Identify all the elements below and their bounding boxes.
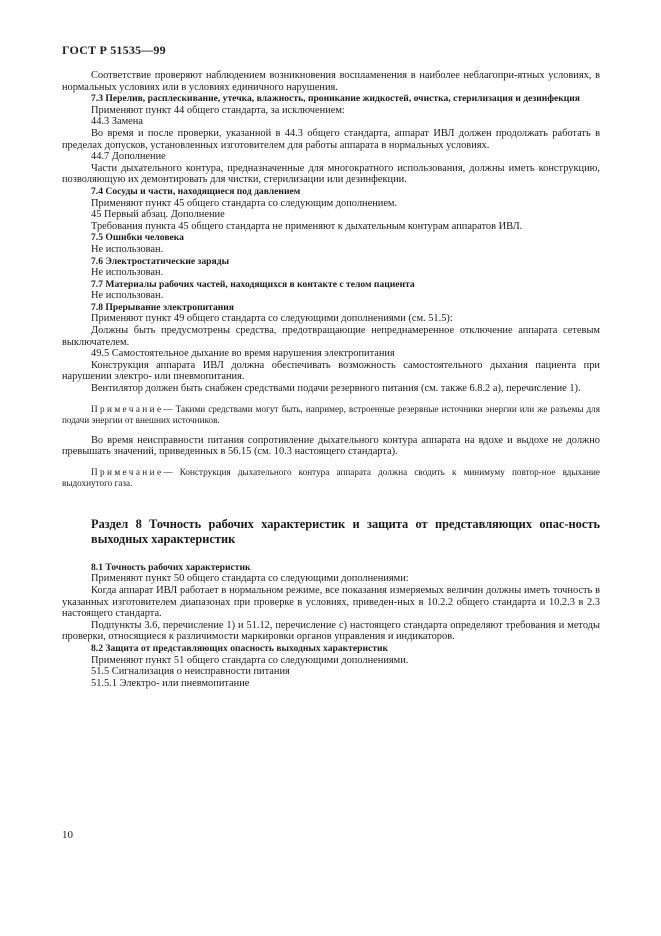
note xyxy=(62,404,600,426)
paragraph: Во время и после проверки, указанной в 44.3 общего стандарта, аппарат ИВЛ должен продолжать работать в пределах допусков, установленных изготовителем для работы аппарата в нормальных условиях. xyxy=(62,127,600,151)
subsection-heading-7-5: 7.5 Ошибки человека xyxy=(91,232,184,244)
note-label: Примечание xyxy=(91,466,164,477)
subsection-heading-7-7: 7.7 Материалы рабочих частей, находящихся в контакте с телом пациента xyxy=(91,278,415,290)
note-label: Примечание xyxy=(91,403,164,414)
paragraph: Должны быть предусмотрены средства, предотвращающие непреднамеренное отключение аппарата сетевым выключателем. xyxy=(62,325,600,348)
note-text: — Такими средствами могут быть, например, встроенные резервные источники энергии или же разъемы для подачи энергии от внешних источников. xyxy=(62,403,600,425)
subsection-heading-7-8: 7.8 Прерывание электропитания xyxy=(91,301,234,313)
document-header: ГОСТ Р 51535—99 xyxy=(62,43,166,57)
paragraph: Не использован. xyxy=(91,267,164,279)
clause-label: 44.3 Замена xyxy=(91,116,143,128)
paragraph: Применяют пункт 44 общего стандарта, за исключением: xyxy=(91,104,345,116)
subsection-heading-8-1: 8.1 Точность рабочих характеристик xyxy=(91,561,251,573)
subsection-heading-7-3: 7.3 Перелив, расплескивание, утечка, влажность, проникание жидкостей, очистка, стерилизация и дезинфекция xyxy=(91,93,580,105)
subsection-heading-7-6: 7.6 Электростатические заряды xyxy=(91,255,230,267)
subsection-heading-7-4: 7.4 Сосуды и части, находящиеся под давлением xyxy=(91,185,301,197)
clause-label: 51.5 Сигнализация о неисправности питания xyxy=(91,666,290,678)
page-number: 10 xyxy=(62,829,73,841)
paragraph: Применяют пункт 51 общего стандарта со следующими дополнениями. xyxy=(91,654,409,666)
paragraph: Конструкция аппарата ИВЛ должна обеспечивать возможность самостоятельного дыхания пациента при нарушении электро- или пневмопитания. xyxy=(62,359,600,383)
clause-label: 51.5.1 Электро- или пневмопитание xyxy=(91,677,250,689)
paragraph: Вентилятор должен быть снабжен средствами подачи резервного питания (см. также 6.8.2 а), перечисление 1). xyxy=(91,383,581,395)
subsection-heading-8-2: 8.2 Защита от представляющих опасность выходных характеристик xyxy=(91,642,389,654)
document-body xyxy=(62,70,600,689)
note-text: — Конструкция дыхательного контура аппарата должна сводить к минимуму повтор-ное вдыхание выдохнутого газа. xyxy=(62,466,600,488)
paragraph: Во время неисправности питания сопротивление дыхательного контура аппарата на вдохе и выдохе не должно превышать значений, приведенных в 56.15 (см. 10.3 настоящего стандарта). xyxy=(62,434,600,458)
paragraph: Соответствие проверяют наблюдением возникновения воспламенения в наиболее неблагопри-ятных условиях, в нормальных условиях или в условиях единичного нарушения. xyxy=(62,70,600,93)
paragraph: Части дыхательного контура, предназначенные для многократного использования, должны иметь конструкцию, позволяющую их демонтировать для чистки, стерилизации или дезинфекции. xyxy=(62,162,600,186)
paragraph: Не использован. xyxy=(91,243,164,255)
clause-label: 44.7 Дополнение xyxy=(91,151,166,163)
paragraph: Требования пункта 45 общего стандарта не применяют к дыхательным контурам аппаратов ИВЛ. xyxy=(91,220,523,232)
paragraph: Подпункты 3.6, перечисление 1) и 51.12, перечисление с) настоящего стандарта определяют требования и методы проверки, относящиеся к различимости маркировки органов управления и индикаторов. xyxy=(62,619,600,643)
paragraph: Применяют пункт 49 общего стандарта со следующими дополнениями (см. 51.5): xyxy=(91,313,453,325)
section-heading-8: Раздел 8 Точность рабочих характеристик и защита от представляющих опас-ность выходных характеристик xyxy=(91,516,600,546)
note xyxy=(62,467,600,489)
paragraph: Когда аппарат ИВЛ работает в нормальном режиме, все показания измеряемых величин должны иметь точность в указанных изготовителем диапазонах при проверке в условиях, приведен-ных в 10.2.2 общего стандарта и 10.2.3 в 2.3 настоящего стандарта. xyxy=(62,585,600,620)
clause-label: 49.5 Самостоятельное дыхание во время нарушения электропитания xyxy=(91,348,395,360)
paragraph: Не использован. xyxy=(91,290,164,302)
paragraph: Применяют пункт 50 общего стандарта со следующими дополнениями: xyxy=(91,573,409,585)
paragraph: Применяют пункт 45 общего стандарта со следующим дополнением. xyxy=(91,197,398,209)
clause-label: 45 Первый абзац. Дополнение xyxy=(91,209,225,221)
